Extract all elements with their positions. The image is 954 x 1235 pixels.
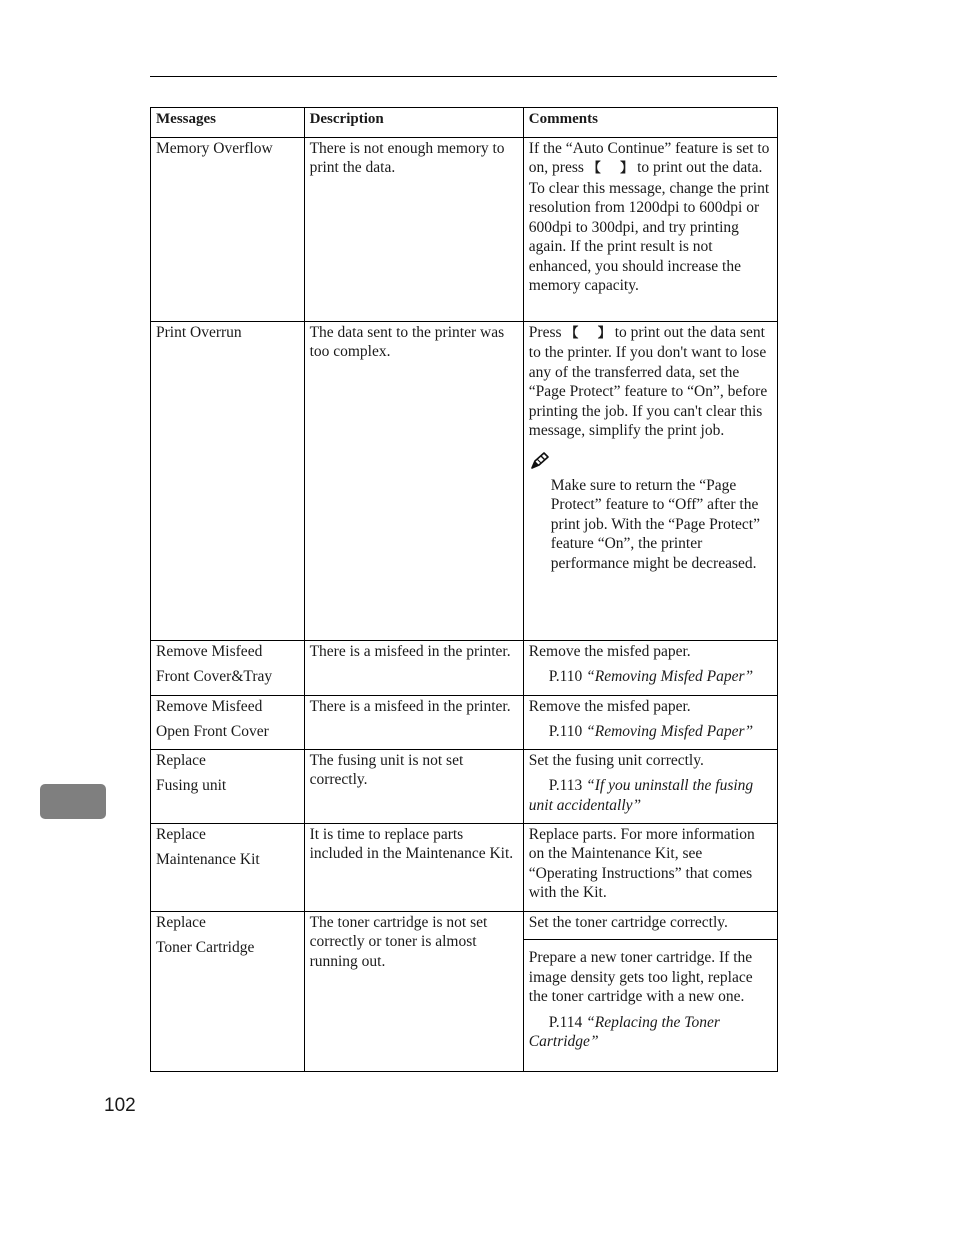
page-reference-link[interactable] [529,1013,771,1052]
message-cell [151,749,305,823]
message-text: Remove Misfeed [156,642,263,660]
column-header-comments: Comments [523,108,777,138]
message-cell [151,911,305,1071]
description-text: The data sent to the printer was too complex. [309,323,505,360]
description-cell [304,321,523,640]
description-cell [304,823,523,911]
reference-title: “If you uninstall the fusing unit accidentally” [528,777,754,814]
comment-cell [523,640,777,695]
key-bracket-close: 】 [597,325,611,341]
message-text: Print Overrun [156,323,242,341]
pencil-note-icon [529,451,551,471]
comment-text: Replace parts. For more information on the Maintenance Kit, see “Operating Instructions” that comes with the Kit. [528,825,755,901]
table-row [151,137,778,321]
reference-title: “Removing Misfed Paper” [586,668,754,685]
comment-cell [523,137,777,321]
table-row [151,695,778,749]
reference-page: P.114 [548,1013,583,1031]
message-cell [151,137,305,321]
comment-subcell [524,939,777,1052]
description-text: The fusing unit is not set correctly. [309,751,464,788]
comment-text: Press [528,323,566,341]
comment-text: Remove the misfed paper. [528,642,691,660]
comment-cell [523,823,777,911]
table-row [151,911,778,1071]
note-text: Make sure to return the “Page Protect” feature to “Off” after the print job. With the “Page Protect” feature “On”, the printer performance might be decreased. [550,476,760,572]
message-cell [151,640,305,695]
header-rule [150,76,777,77]
description-text: There is a misfeed in the printer. [309,697,511,715]
description-text: The toner cartridge is not set correctly or toner is almost running out. [309,913,488,970]
reference-title: “Replacing the Toner Cartridge” [528,1013,720,1050]
message-text: Toner Cartridge [156,939,255,956]
message-text: Remove Misfeed [156,697,263,715]
error-messages-table [150,107,778,1072]
comment-text: Set the toner cartridge correctly. [528,913,728,931]
column-header-description: Description [304,108,523,138]
comment-text: to print out the data sent to the printer. If you don't want to lose any of the transferred data, set the “Page Protect” feature to “On”, before printing the job. If you can't clear this message, simplify the print job. [528,323,768,439]
table-header-row [151,108,778,138]
table-row [151,823,778,911]
message-text: Memory Overflow [156,139,273,157]
table-row [151,749,778,823]
key-bracket-open: 【 [565,325,579,341]
message-text: Maintenance Kit [156,851,260,868]
key-bracket-close: 】 [620,161,634,176]
reference-page: P.110 [548,723,583,740]
description-cell [304,911,523,1071]
description-cell [304,695,523,749]
comment-cell [523,749,777,823]
message-text: Replace [156,751,206,769]
column-header-messages: Messages [151,108,305,138]
page-number: 102 [104,1095,136,1116]
description-text: It is time to replace parts included in the Maintenance Kit. [309,825,514,862]
comment-text: Prepare a new toner cartridge. If the image density gets too light, replace the toner cartridge with a new one. [528,949,753,1005]
description-text: There is not enough memory to print the data. [309,139,505,176]
comment-cell [523,321,777,640]
message-text: Open Front Cover [156,723,269,740]
reference-page: P.110 [548,668,583,685]
comment-text: Remove the misfed paper. [528,697,691,715]
message-text: Replace [156,913,206,931]
comment-text: If the “Auto Continue” feature is set to on, press [528,139,770,176]
message-cell [151,823,305,911]
message-text: Fusing unit [156,777,227,794]
description-text: There is a misfeed in the printer. [309,642,511,660]
reference-title: “Removing Misfed Paper” [586,723,754,740]
message-cell [151,321,305,640]
message-text: Front Cover&Tray [156,668,273,685]
table-row [151,640,778,695]
table-row [151,321,778,640]
comment-text: to print out the data. To clear this message, change the print resolution from 1200dpi to 600dpi or 600dpi to 300dpi, and try printing again. If the print result is not enhanced, you should increase the memory capacity. [528,159,770,294]
description-cell [304,749,523,823]
page-reference-link[interactable] [529,722,771,742]
chapter-tab-marker [40,784,106,819]
key-bracket-open: 【 [587,161,601,176]
comment-cell [523,695,777,749]
message-cell [151,695,305,749]
reference-page: P.113 [548,777,583,794]
comment-text: Set the fusing unit correctly. [528,751,704,769]
message-text: Replace [156,825,206,843]
description-cell [304,640,523,695]
page-reference-link[interactable] [529,776,771,815]
page-reference-link[interactable] [529,667,771,687]
comment-cell [523,911,777,1071]
description-cell [304,137,523,321]
